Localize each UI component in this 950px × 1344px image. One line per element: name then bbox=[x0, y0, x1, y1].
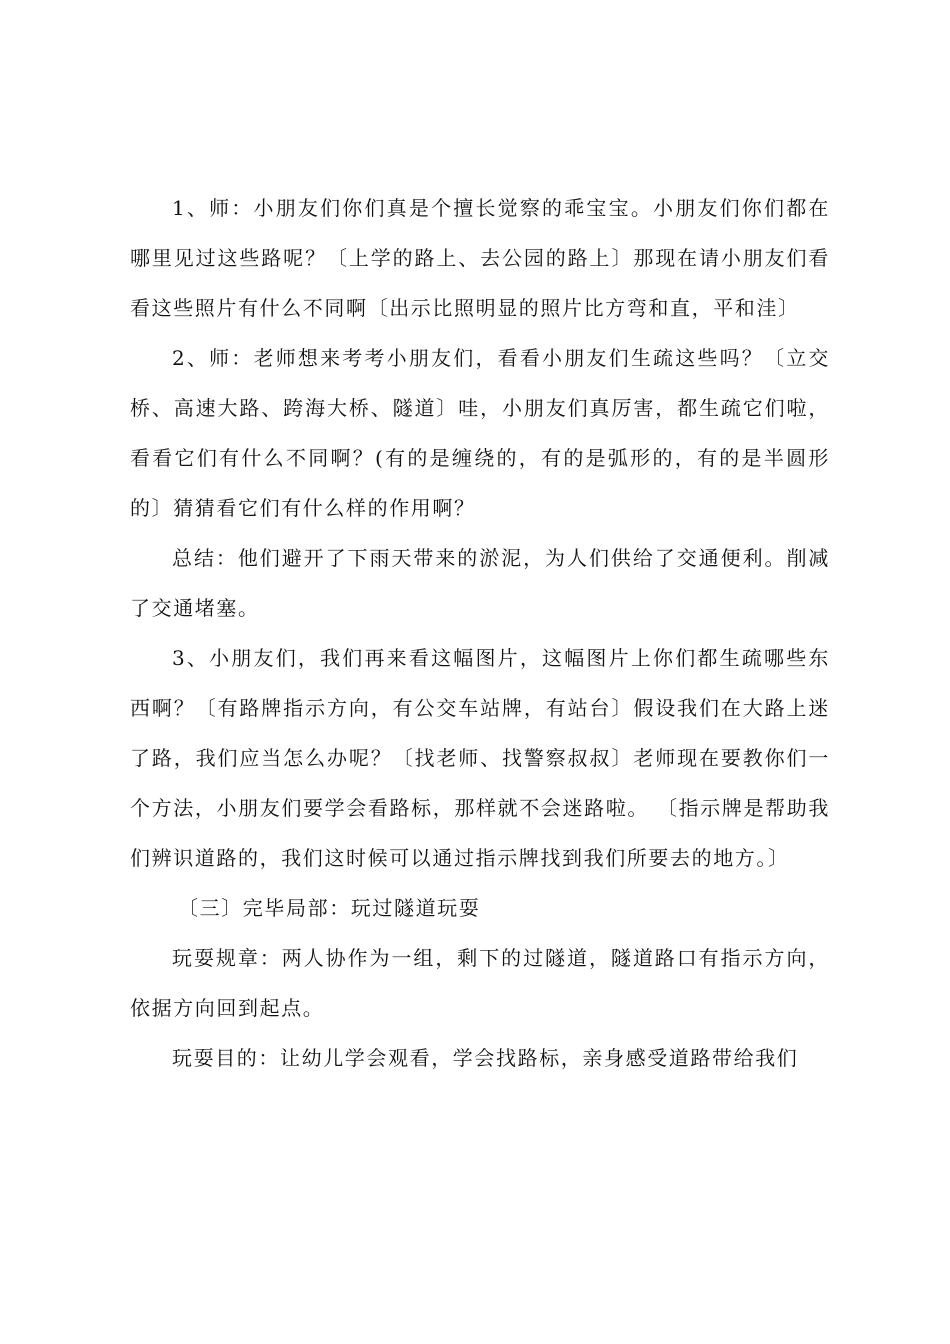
paragraph-game-rules: 玩耍规章：两人协作为一组，剩下的过隧道，隧道路口有指示方向，依据方向回到起点。 bbox=[130, 946, 830, 1020]
paragraph-game-goal: 玩耍目的：让幼儿学会观看，学会找路标，亲身感受道路带给我们 bbox=[172, 1046, 799, 1070]
paragraph-2: 2、师：老师想来考考小朋友们，看看小朋友们生疏这些吗？〔立交桥、高速大路、跨海大桥、隧道〕哇，小朋友们真厉害，都生疏它们啦，看看它们有什么不同啊？(有的是缠绕的，有的是弧形的，有的是半圆形的〕猜猜看它们有什么样的作用啊？ bbox=[130, 346, 830, 520]
document-body bbox=[130, 183, 830, 1083]
paragraph-3: 3、小朋友们，我们再来看这幅图片，这幅图片上你们都生疏哪些东西啊？〔有路牌指示方向，有公交车站牌，有站台〕假设我们在大路上迷了路，我们应当怎么办呢？〔找老师、找警察叔叔〕老师现在要教你们一个方法，小朋友们要学会看路标，那样就不会迷路啦。 〔指示牌是帮助我们辨识道路的，我们这时候可以通过指示牌找到我们所要去的地方。〕 bbox=[130, 646, 830, 870]
paragraph-1: 1、师：小朋友们你们真是个擅长觉察的乖宝宝。小朋友们你们都在哪里见过这些路呢？〔上学的路上、去公园的路上〕那现在请小朋友们看看这些照片有什么不同啊〔出示比照明显的照片比方弯和直，平和洼〕 bbox=[130, 196, 830, 320]
section-heading: 〔三〕完毕局部：玩过隧道玩耍 bbox=[178, 896, 481, 920]
paragraph-summary: 总结：他们避开了下雨天带来的淤泥，为人们供给了交通便利。削减了交通堵塞。 bbox=[130, 546, 830, 620]
